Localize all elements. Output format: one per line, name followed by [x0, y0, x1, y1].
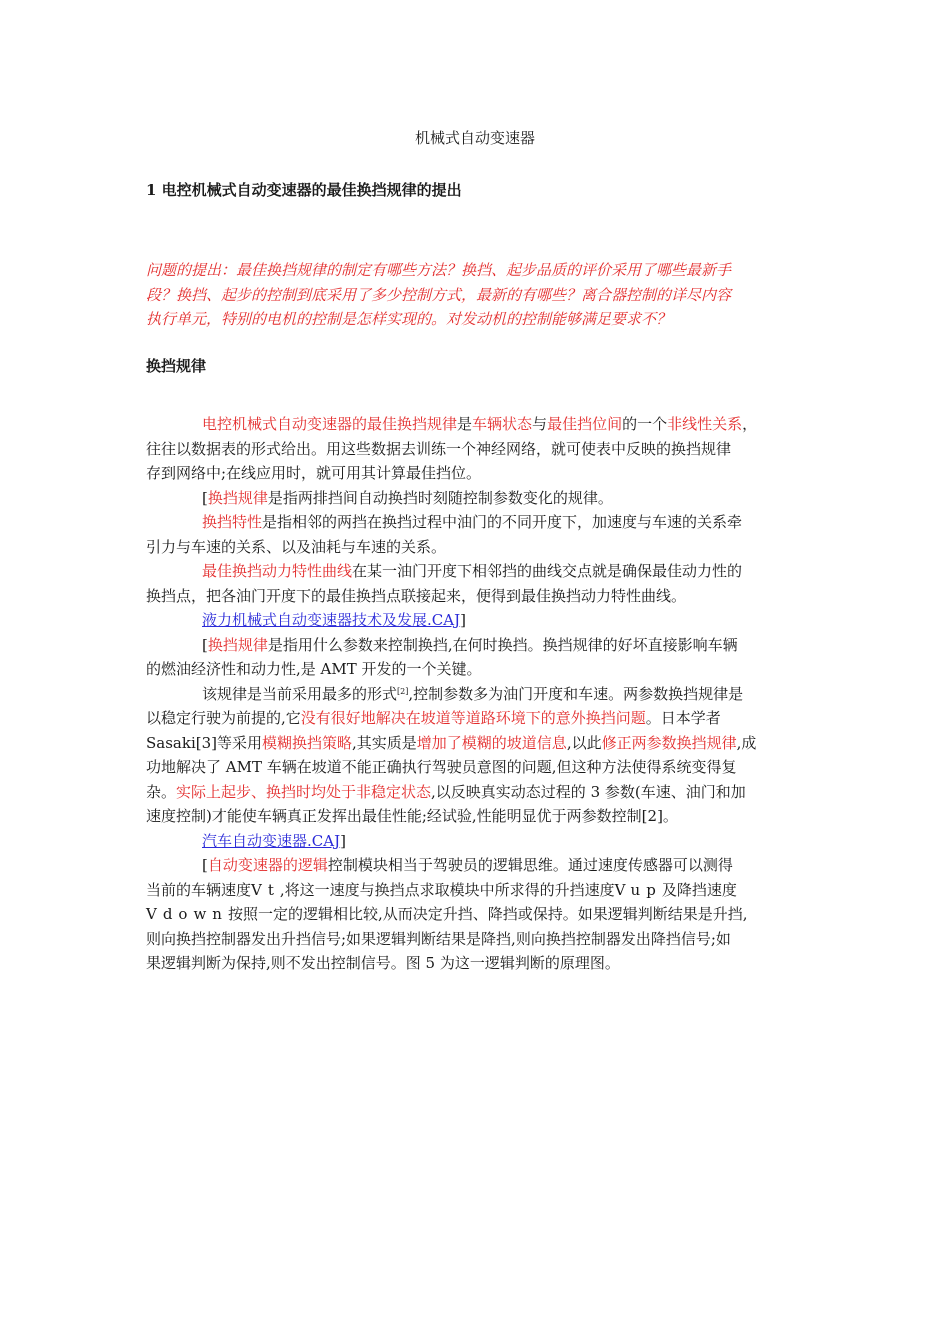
text-run: 以稳定行驶为前提的,它 — [146, 709, 301, 727]
document-link[interactable]: 汽车自动变速器.CAJ — [202, 831, 341, 850]
body-text — [146, 412, 816, 976]
text-run: 该规律是当前采用最多的形式 — [202, 684, 398, 703]
paragraph-line — [146, 731, 816, 756]
text-run: 是指用什么参数来控制换挡,在何时换挡。换挡规律的好坏直接影响车辆 — [267, 635, 738, 654]
section-heading-2: 换挡规律 — [146, 357, 207, 375]
question-line: 执行单元，特别的电机的控制是怎样实现的。对发动机的控制能够满足要求不？ — [146, 310, 672, 328]
text-run: ,其实质是 — [352, 733, 417, 752]
question-line: 问题的提出：最佳换挡规律的制定有哪些方法？换挡、起步品质的评价采用了哪些最新手 — [146, 261, 732, 279]
citation-superscript: [2] — [397, 686, 409, 696]
text-run: ,以反映真实动态过程的 3 参数(车速、油门和加 — [431, 782, 746, 801]
paragraph-line — [146, 829, 816, 854]
text-run: 及降挡速度 — [661, 880, 737, 899]
paragraph-line — [146, 510, 816, 535]
highlight-text: 自动变速器的逻辑 — [207, 856, 328, 874]
paragraph-line — [146, 412, 816, 437]
text-run: Vup — [614, 880, 662, 899]
highlight-text: 换挡特性 — [202, 513, 263, 531]
text-run: ,控制参数多为油门开度和车速。两参数换挡规律是 — [408, 684, 744, 703]
text-run: ,以此 — [566, 733, 602, 752]
text-run: Sasaki[3]等采用 — [146, 733, 262, 752]
paragraph-line — [146, 486, 816, 511]
text-run: [ — [202, 635, 208, 654]
text-run: 与 — [532, 415, 548, 433]
text-run: ， — [742, 415, 758, 433]
highlight-text: 模糊换挡策略 — [262, 733, 353, 752]
text-run: 控制模块相当于驾驶员的逻辑思维。通过速度传感器可以测得 — [327, 856, 733, 874]
highlight-text: 最佳换挡动力特性曲线 — [202, 562, 353, 580]
text-run: 的一个 — [622, 415, 668, 433]
highlight-text: 车辆状态 — [472, 415, 533, 433]
paragraph-line: 速度控制)才能使车辆真正发挥出最佳性能;经试验,性能明显优于两参数控制[2]。 — [146, 807, 678, 825]
text-run: 是 — [457, 415, 473, 433]
paragraph-line: 换挡点，把各油门开度下的最佳换挡点联接起来，便得到最佳换挡动力特性曲线。 — [146, 586, 687, 605]
paragraph-line: 往往以数据表的形式给出。用这些数据去训练一个神经网络，就可使表中反映的换挡规律 — [146, 439, 732, 458]
text-run: [ — [202, 856, 208, 874]
paragraph-line: 引力与车速的关系、以及油耗与车速的关系。 — [146, 537, 447, 556]
text-run: 当前的车辆速度 — [146, 880, 252, 899]
text-run: 按照一定的逻辑相比较,从而决定升挡、降挡或保持。如果逻辑判断结果是升挡, — [227, 905, 748, 923]
text-run: ] — [460, 611, 466, 629]
text-run: 是指两排挡间自动换挡时刻随控制参数变化的规律。 — [267, 488, 613, 507]
highlight-text: 增加了模糊的坡道信息 — [416, 733, 567, 752]
paragraph-line: 功地解决了 AMT 车辆在坡道不能正确执行驾驶员意图的问题,但这种方法使得系统变得复 — [146, 758, 737, 776]
highlight-text: 换挡规律 — [207, 488, 268, 507]
highlight-text: 最佳挡位间 — [547, 415, 623, 433]
paragraph-line — [146, 706, 816, 731]
section-heading-1: 1 电控机械式自动变速器的最佳换挡规律的提出 — [146, 181, 462, 199]
question-line: 段？换挡、起步的控制到底采用了多少控制方式，最新的有哪些？离合器控制的详尽内容 — [146, 285, 732, 304]
text-run: 是指相邻的两挡在换挡过程中油门的不同开度下，加速度与车速的关系牵 — [262, 513, 743, 531]
paragraph-line: 的燃油经济性和动力性,是 AMT 开发的一个关键。 — [146, 660, 482, 678]
text-run: ] — [340, 831, 346, 850]
paragraph-line — [146, 682, 816, 707]
highlight-text: 电控机械式自动变速器的最佳换挡规律 — [202, 415, 458, 433]
paragraph-line — [146, 633, 816, 658]
highlight-text: 换挡规律 — [207, 635, 268, 654]
paragraph-line: 果逻辑判断为保持,则不发出控制信号。图 5 为这一逻辑判断的原理图。 — [146, 954, 620, 972]
document-title: 机械式自动变速器 — [414, 129, 535, 147]
text-run: ,将这一速度与换挡点求取模块中所求得的升挡速度 — [279, 880, 615, 899]
text-run: [ — [202, 488, 208, 507]
document-link[interactable]: 液力机械式自动变速器技术及发展.CAJ — [202, 611, 461, 629]
text-run: ,成 — [736, 733, 757, 752]
text-run: Vdown — [146, 905, 228, 923]
text-run: 。日本学者 — [645, 709, 721, 727]
paragraph-line: 则向换挡控制器发出升挡信号;如果逻辑判断结果是降挡,则向换挡控制器发出降挡信号;如 — [146, 929, 731, 948]
highlight-text: 实际上起步、换挡时均处于非稳定状态 — [176, 782, 432, 801]
paragraph-line — [146, 608, 816, 633]
paragraph-line — [146, 878, 816, 903]
paragraph-line — [146, 780, 816, 805]
text-run: Vt — [251, 880, 280, 899]
text-run: 在某一油门开度下相邻挡的曲线交点就是确保最佳动力性的 — [352, 562, 743, 580]
question-paragraph — [146, 258, 814, 332]
paragraph-line — [146, 853, 816, 878]
paragraph-line — [146, 559, 816, 584]
highlight-text: 没有很好地解决在坡道等道路环境下的意外换挡问题 — [300, 709, 646, 727]
paragraph-line: 存到网络中;在线应用时，就可用其计算最佳挡位。 — [146, 464, 482, 482]
highlight-text: 非线性关系 — [667, 415, 743, 433]
highlight-text: 修正两参数换挡规律 — [601, 733, 737, 752]
paragraph-line — [146, 902, 816, 927]
text-run: 杂。 — [146, 782, 177, 801]
